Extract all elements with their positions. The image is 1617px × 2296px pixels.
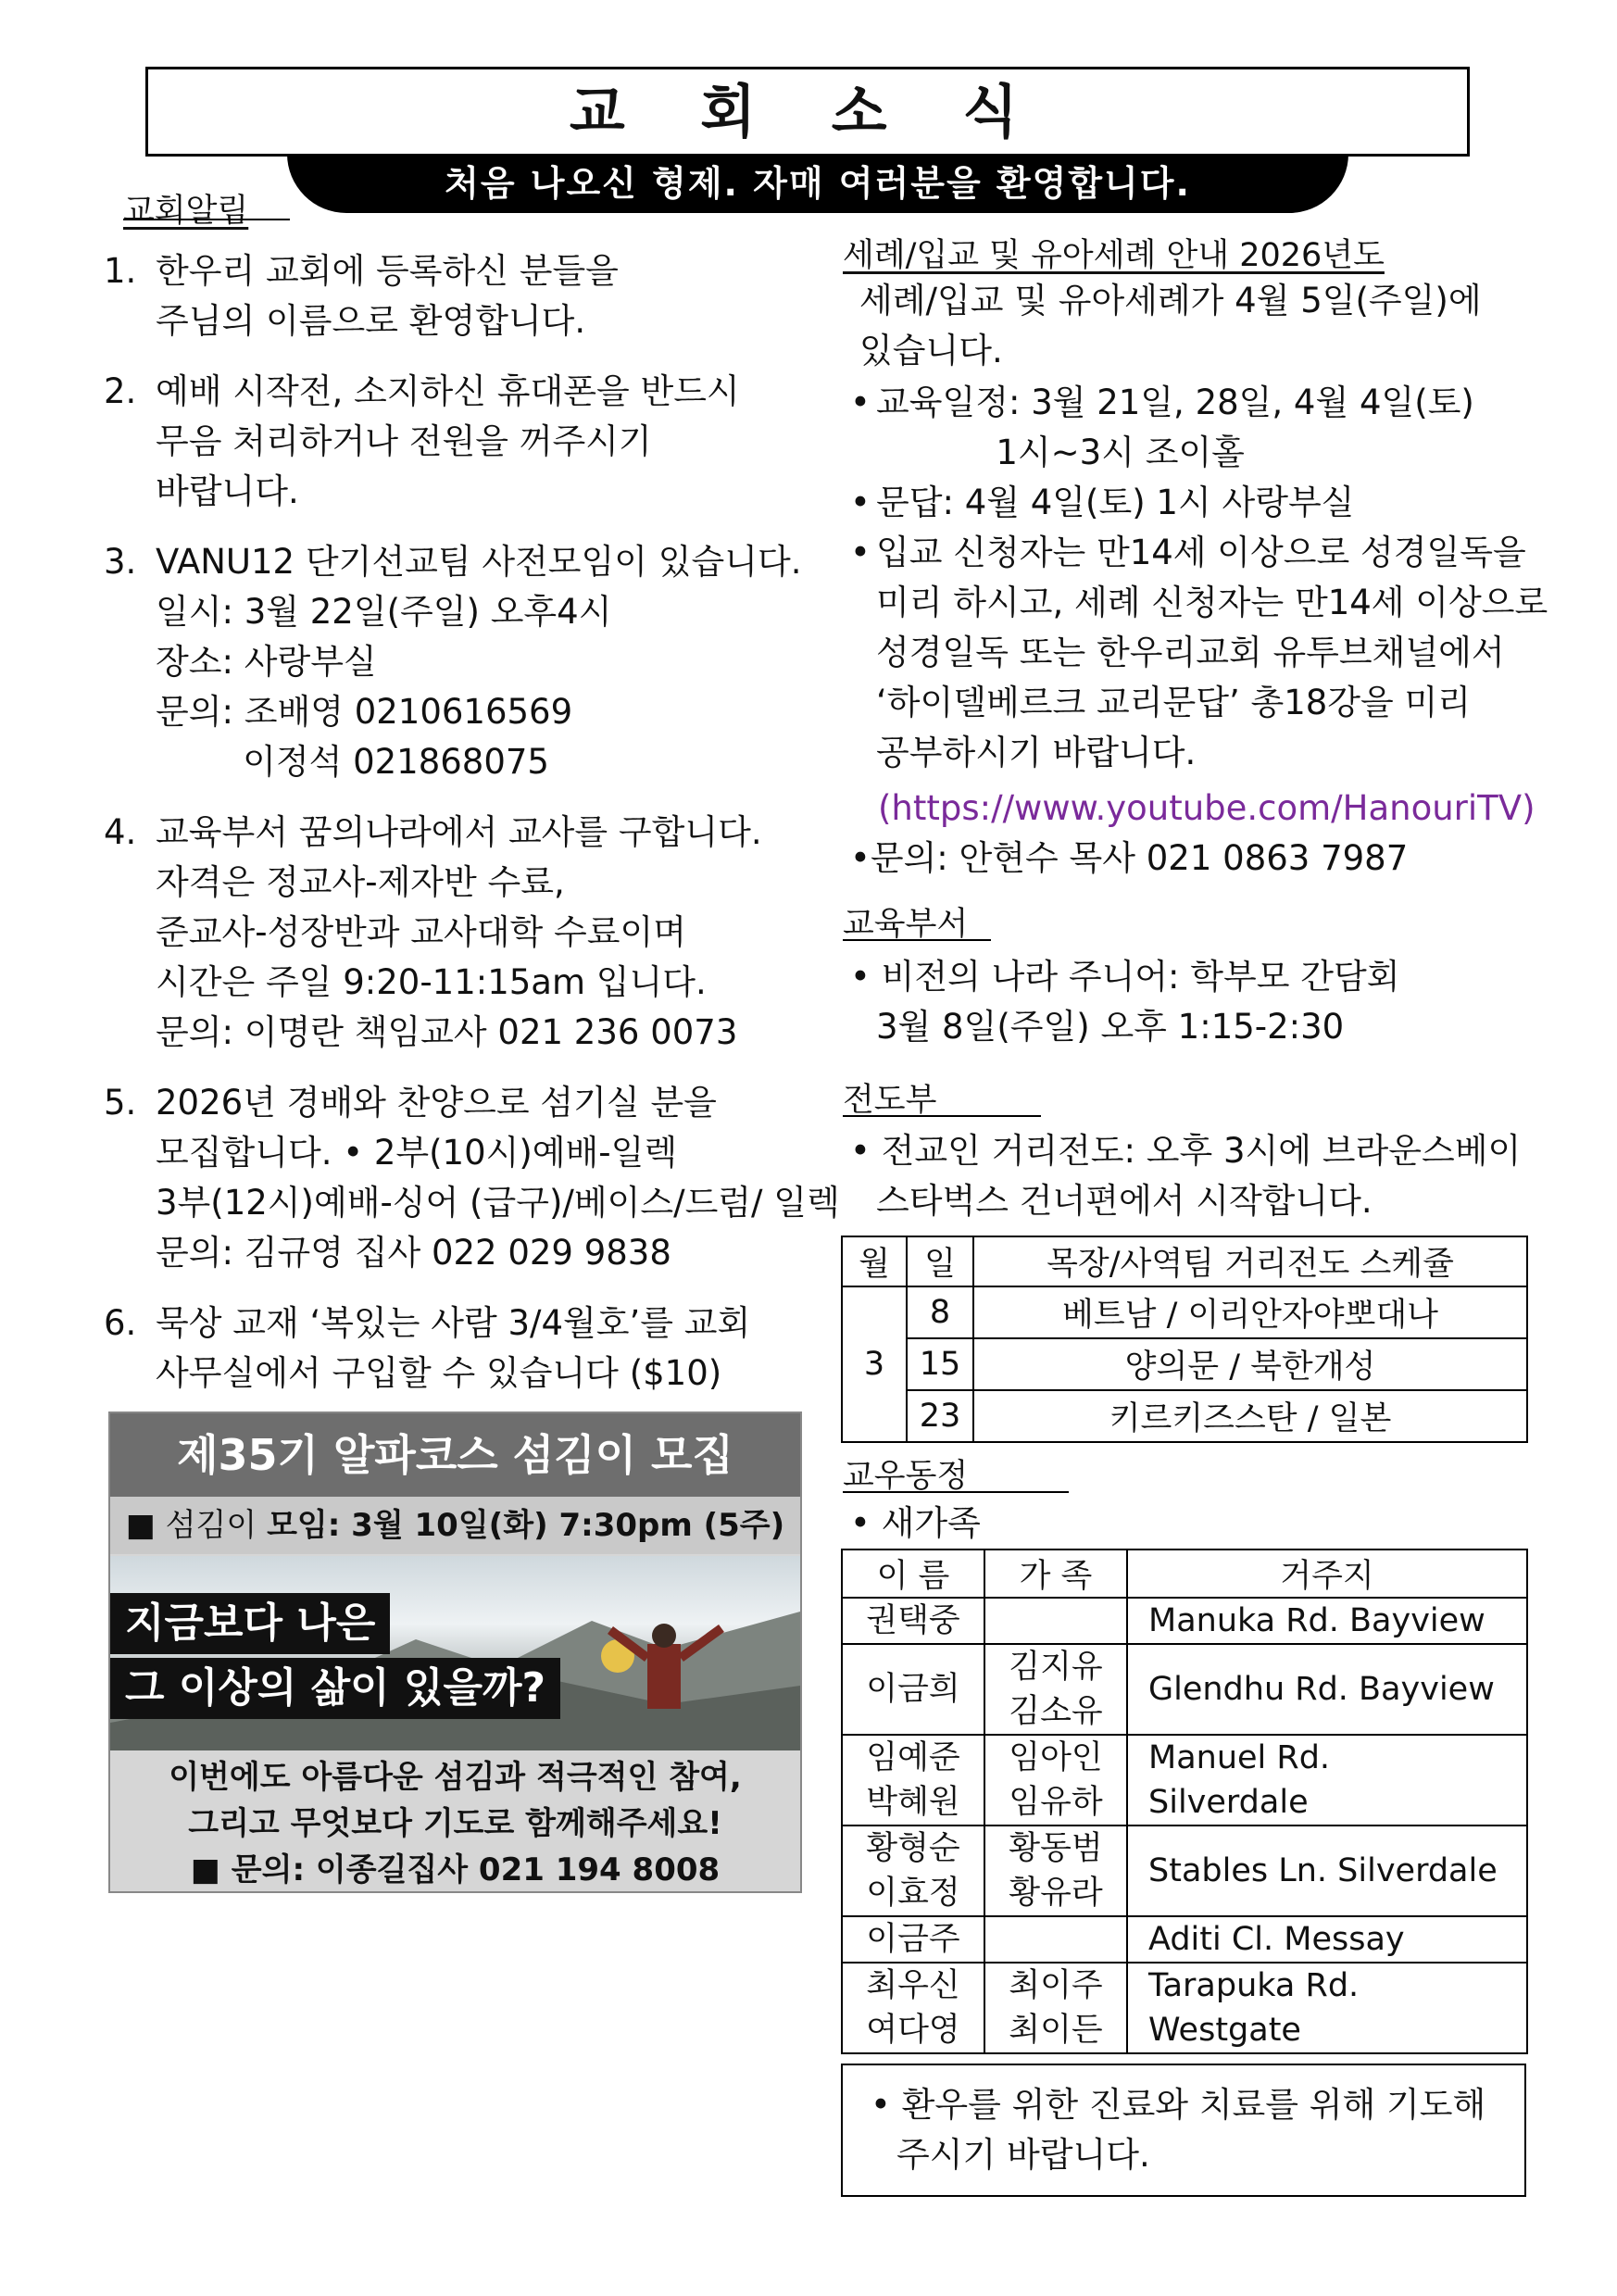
- table-header: 이 름: [842, 1549, 984, 1598]
- member-cell-line: 임예준: [866, 1739, 960, 1776]
- notice-list: [104, 246, 840, 1399]
- image-caption-1: 지금보다 나은: [110, 1593, 390, 1654]
- notice-line: 교육부서 꿈의나라에서 교사를 구합니다.: [156, 812, 762, 852]
- member-cell-line: 이금희: [866, 1671, 960, 1708]
- education-text: [850, 952, 1400, 1052]
- baptism-bullet-line: 미리 하시고, 세례 신청자는 만14세 이상으로: [876, 583, 1548, 622]
- section-title-notices: 교회알림: [123, 193, 249, 230]
- bullet-dot: •: [850, 383, 871, 422]
- member-cell-line: Glendhu Rd. Bayview: [1148, 1671, 1495, 1708]
- baptism-intro-line: 있습니다.: [859, 331, 1003, 370]
- alpha-title: 제35기 알파코스 섬김이 모집: [110, 1413, 800, 1497]
- section-title-baptism: 세례/입교 및 유아세례 안내 2026년도: [843, 237, 1385, 274]
- alpha-footer: [110, 1754, 800, 1893]
- notice-line: 문의: 김규영 집사 022 029 9838: [156, 1233, 671, 1273]
- member-cell-line: 김지유: [1009, 1649, 1103, 1686]
- table-header: 목장/사역팀 거리전도 스케쥴: [973, 1236, 1527, 1286]
- member-cell-line: 임유하: [1009, 1784, 1103, 1821]
- youtube-link[interactable]: (https://www.youtube.com/HanouriTV): [878, 788, 1536, 828]
- day-cell: 15: [907, 1338, 973, 1390]
- table-row: [842, 1735, 1527, 1826]
- welcome-banner: 처음 나오신 형제. 자매 여러분을 환영합니다.: [287, 154, 1348, 213]
- member-cell-line: 여다영: [866, 2012, 960, 2049]
- member-cell-line: 최이주: [1009, 1967, 1103, 2004]
- baptism-bullet-line: 1시~3시 조이홀: [876, 433, 1245, 472]
- section-title-members: 교우동정: [843, 1458, 969, 1495]
- alpha-subtitle-bold: 모임: 3월 10일(화) 7:30pm (5주): [267, 1507, 785, 1544]
- alpha-subtitle-prefix: ■ 섬김이: [125, 1507, 268, 1544]
- baptism-bullet-line: 입교 신청자는 만14세 이상으로 성경일독을: [876, 533, 1526, 572]
- notice-item: [104, 367, 817, 517]
- table-row: [842, 1644, 1527, 1735]
- member-cell-line: 이효정: [866, 1875, 960, 1912]
- education-line: 비전의 나라 주니어: 학부모 간담회: [881, 957, 1400, 997]
- member-cell-line: Aditi Cl. Messay: [1148, 1921, 1405, 1958]
- bullet-dot: •: [871, 2085, 902, 2125]
- table-row: [842, 1826, 1527, 1916]
- alpha-footer-line: 이번에도 아름다운 섬김과 적극적인 참여,: [169, 1759, 742, 1796]
- baptism-intro-line: 세례/입교 및 유아세례가 4월 5일(주일)에: [859, 281, 1482, 320]
- notice-item: [104, 1299, 817, 1399]
- member-cell-line: Stables Ln. Silverdale: [1148, 1852, 1498, 1889]
- section-title-education: 교육부서: [843, 906, 969, 943]
- notice-line: 자격은 정교사-제자반 수료,: [156, 862, 565, 902]
- education-line: 3월 8일(주일) 오후 1:15-2:30: [876, 1007, 1345, 1047]
- notice-number: 2.: [104, 371, 137, 411]
- notice-line: 묵상 교재 ‘복있는 사람 3/4월호’를 교회: [156, 1303, 751, 1343]
- alpha-photo: [110, 1556, 800, 1750]
- team-cell: 양의문 / 북한개성: [973, 1338, 1527, 1390]
- notice-line: 2026년 경배와 찬양으로 섬기실 분을: [156, 1083, 717, 1123]
- baptism-bullet-line: 문답: 4월 4일(토) 1시 사랑부실: [876, 483, 1355, 522]
- prayer-line: 주시기 바랍니다.: [896, 2135, 1150, 2175]
- evangelism-line: 스타벅스 건너편에서 시작합니다.: [876, 1181, 1373, 1221]
- baptism-bullet-list: [850, 378, 1548, 778]
- notice-item: [104, 1078, 840, 1278]
- new-members-table: [841, 1549, 1528, 2054]
- section-underline: [843, 939, 991, 941]
- member-cell-line: 이금주: [866, 1921, 960, 1958]
- notice-item: [104, 246, 817, 346]
- alpha-footer-contact: ■ 문의: 이종길집사 021 194 8008: [190, 1851, 721, 1888]
- table-row: [842, 1916, 1527, 1963]
- evangelism-line: 전교인 거리전도: 오후 3시에 브라운스베이: [881, 1131, 1522, 1171]
- section-underline: [843, 1115, 1041, 1117]
- table-header: 일: [907, 1236, 973, 1286]
- baptism-bullet-line: 공부하시기 바랍니다.: [876, 733, 1197, 772]
- baptism-bullet-line: 성경일독 또는 한우리교회 유투브채널에서: [876, 633, 1505, 672]
- baptism-bullet: [850, 478, 1536, 528]
- member-cell-line: 권택중: [866, 1602, 960, 1639]
- baptism-bullet: [850, 528, 1548, 778]
- notice-line: 이정석 021868075: [156, 742, 549, 782]
- notice-line: 주님의 이름으로 환영합니다.: [156, 301, 586, 341]
- member-cell-line: Tarapuka Rd.: [1148, 1967, 1360, 2004]
- baptism-contact: [850, 834, 1408, 884]
- notice-line: 모집합니다. • 2부(10시)예배-일렉: [156, 1133, 678, 1173]
- baptism-bullet-line: ‘하이델베르크 교리문답’ 총18강을 미리: [876, 683, 1472, 722]
- members-subtitle-text: 새가족: [881, 1503, 981, 1543]
- members-subtitle: [850, 1499, 981, 1549]
- table-row: [842, 1963, 1527, 2053]
- alpha-subtitle: [110, 1497, 800, 1554]
- baptism-intro: [859, 276, 1482, 376]
- bullet-dot: •: [850, 483, 871, 522]
- member-cell-line: 황유라: [1009, 1875, 1103, 1912]
- notice-number: 5.: [104, 1083, 137, 1123]
- table-row: [842, 1598, 1527, 1644]
- baptism-contact-text: 문의: 안현수 목사 021 0863 7987: [870, 838, 1409, 878]
- member-cell-line: 임아인: [1009, 1739, 1103, 1776]
- bullet-dot: •: [850, 533, 871, 572]
- baptism-bullet-line: 교육일정: 3월 21일, 28일, 4월 4일(토): [876, 383, 1474, 422]
- prayer-request-box: [841, 2064, 1526, 2197]
- page-title: 교 회 소 식: [145, 67, 1470, 157]
- notice-line: 한우리 교회에 등록하신 분들을: [156, 251, 619, 291]
- prayer-line: 환우를 위한 진료와 치료를 위해 기도해: [901, 2085, 1486, 2125]
- section-underline: [843, 1491, 1069, 1493]
- day-cell: 23: [907, 1390, 973, 1442]
- notice-line: 예배 시작전, 소지하신 휴대폰을 반드시: [156, 371, 740, 411]
- notice-line: 장소: 사랑부실: [156, 642, 377, 682]
- member-cell-line: 최이든: [1009, 2012, 1103, 2049]
- notice-line: 무음 처리하거나 전원을 꺼주시기: [156, 421, 652, 461]
- notice-number: 1.: [104, 251, 137, 291]
- month-cell: 3: [842, 1286, 907, 1442]
- member-cell-line: 김소유: [1009, 1693, 1103, 1730]
- image-caption-2: 그 이상의 삶이 있을까?: [110, 1658, 560, 1719]
- notice-line: 준교사-성장반과 교사대학 수료이며: [156, 912, 687, 952]
- section-title-evangelism: 전도부: [843, 1082, 937, 1119]
- notice-line: 문의: 조배영 0210616569: [156, 692, 573, 732]
- notice-line: 바랍니다.: [156, 471, 299, 511]
- baptism-bullet: [850, 378, 1536, 478]
- alpha-footer-line: 그리고 무엇보다 기도로 함께해주세요!: [188, 1805, 722, 1842]
- notice-line: VANU12 단기선교팀 사전모임이 있습니다.: [156, 542, 802, 582]
- notice-line: 시간은 주일 9:20-11:15am 입니다.: [156, 962, 707, 1002]
- bullet-dot: •: [850, 957, 882, 997]
- notice-line: 문의: 이명란 책임교사 021 236 0073: [156, 1012, 738, 1052]
- table-header: 가 족: [984, 1549, 1127, 1598]
- member-cell-line: Westgate: [1148, 2012, 1301, 2049]
- member-cell-line: 최우신: [866, 1967, 960, 2004]
- bullet-dot: •: [850, 1503, 882, 1543]
- team-cell: 베트남 / 이리안자야뽀대나: [973, 1286, 1527, 1338]
- notice-number: 3.: [104, 542, 137, 582]
- notice-item: [104, 808, 817, 1058]
- notice-line: 3부(12시)예배-싱어 (급구)/베이스/드럼/ 일렉: [156, 1183, 840, 1223]
- member-cell-line: 박혜원: [866, 1784, 960, 1821]
- day-cell: 8: [907, 1286, 973, 1338]
- team-cell: 키르키즈스탄 / 일본: [973, 1390, 1527, 1442]
- table-header: 월: [842, 1236, 907, 1286]
- member-cell-line: 황동범: [1009, 1830, 1103, 1867]
- notice-number: 6.: [104, 1303, 137, 1343]
- notice-number: 4.: [104, 812, 137, 852]
- bullet-dot: •: [850, 838, 871, 878]
- member-cell-line: 황형순: [866, 1830, 960, 1867]
- table-header: 거주지: [1127, 1549, 1527, 1598]
- member-cell-line: Silverdale: [1148, 1784, 1309, 1821]
- notice-line: 사무실에서 구입할 수 있습니다 ($10): [156, 1353, 722, 1393]
- section-underline: [123, 219, 290, 220]
- member-cell-line: Manuka Rd. Bayview: [1148, 1602, 1485, 1639]
- notice-item: [104, 537, 817, 787]
- alpha-course-box: [108, 1411, 802, 1893]
- evangelism-text: [850, 1126, 1521, 1226]
- notice-line: 일시: 3월 22일(주일) 오후4시: [156, 592, 612, 632]
- member-cell-line: Manuel Rd.: [1148, 1739, 1331, 1776]
- bullet-dot: •: [850, 1131, 882, 1171]
- evangelism-schedule-table: [841, 1236, 1528, 1443]
